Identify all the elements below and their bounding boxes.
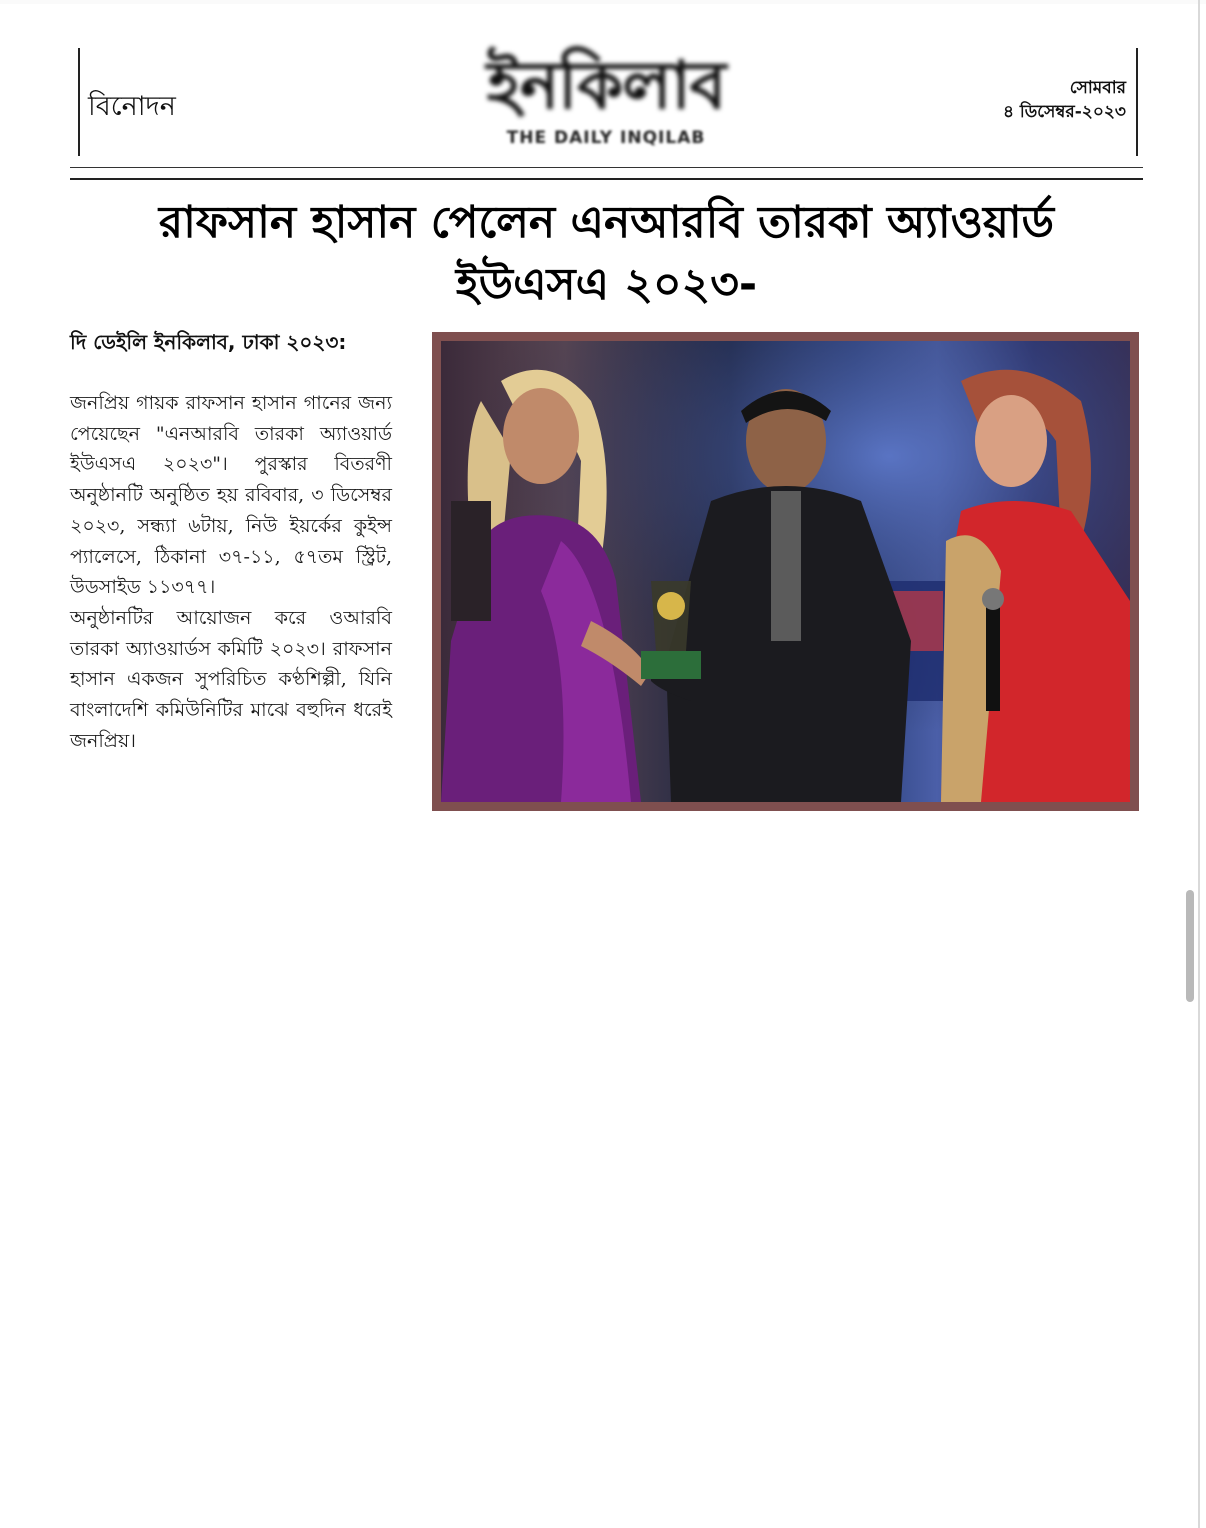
masthead-subtitle: THE DAILY INQILAB xyxy=(506,128,706,148)
page-edge xyxy=(1198,0,1200,1528)
article-photo-frame xyxy=(432,332,1139,811)
header-right-rule xyxy=(1136,48,1138,156)
headline-line-1: রাফসান হাসান পেলেন এনআরবি তারকা অ্যাওয়ার্ড xyxy=(158,197,1055,248)
newspaper-header xyxy=(78,46,1140,158)
weekday: সোমবার xyxy=(1069,78,1126,98)
article-paragraph-1: জনপ্রিয় গায়ক রাফসান হাসান গানের জন্য পেয়েছেন "এনআরবি তারকা অ্যাওয়ার্ড ইউএসএ ২০২৩"। পুরস্কার বিতরণী অনুষ্ঠানটি অনুষ্ঠিত হয় রবিবার, ৩ ডিসেম্বর ২০২৩, সন্ধ্যা ৬টায়, নিউ ইয়র্কের কুইন্স প্যালেসে, ঠিকানা ৩৭-১১, ৫৭তম স্ট্রিট, উডসাইড ১১৩৭৭। xyxy=(70,392,392,599)
article-photo xyxy=(441,341,1130,802)
section-label: বিনোদন xyxy=(88,91,176,122)
vertical-scrollbar[interactable] xyxy=(1186,890,1194,1002)
header-divider-thick xyxy=(70,178,1143,180)
article-headline xyxy=(70,192,1143,316)
header-divider-thin xyxy=(70,167,1143,168)
masthead-name: ইনকিলাব xyxy=(486,47,726,124)
article-body xyxy=(70,388,392,756)
award-ceremony-illustration xyxy=(441,341,1130,802)
page-top-shade xyxy=(0,0,1206,4)
headline-line-2: ইউএসএ ২০২৩- xyxy=(455,259,758,310)
article-paragraph-2: অনুষ্ঠানটির আয়োজন করে ওআরবি তারকা অ্যাওয়ার্ডস কমিটি ২০২৩। রাফসান হাসান একজন সুপরিচিত কণ্ঠশিল্পী, যিনি বাংলাদেশি কমিউনিটির মাঝে বহুদিন ধরেই জনপ্রিয়। xyxy=(70,606,392,752)
issue-date: ৪ ডিসেম্বর-২০২৩ xyxy=(1002,102,1126,122)
article-byline: দি ডেইলি ইনকিলাব, ঢাকা ২০২৩: xyxy=(70,330,347,354)
header-left-rule xyxy=(78,48,80,156)
masthead-logo xyxy=(414,46,798,156)
dateline xyxy=(1003,76,1126,124)
